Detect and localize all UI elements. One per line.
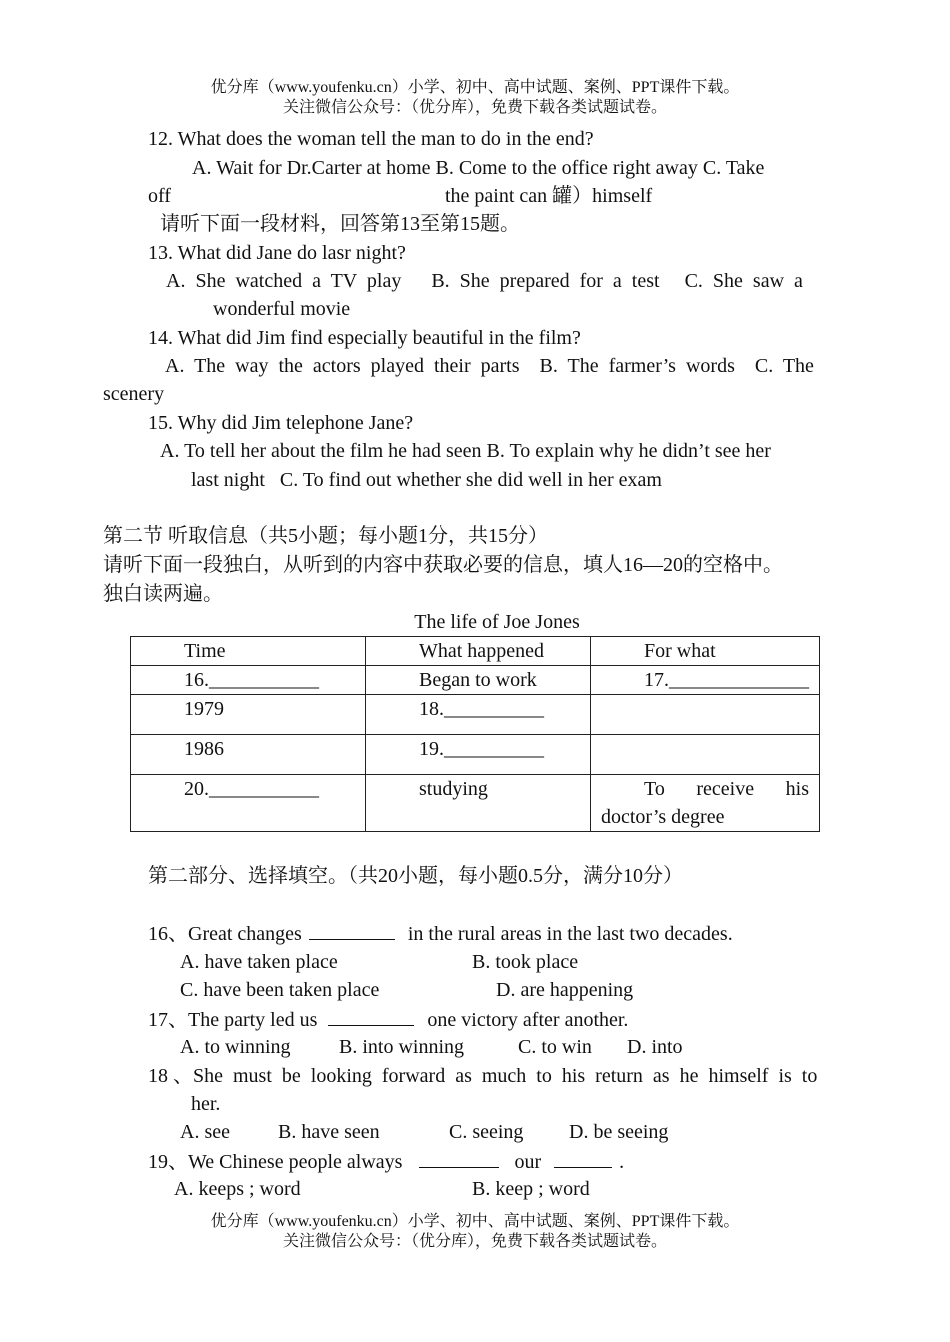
question-17-option-c: C. to win [518,1036,592,1058]
table-row [131,695,820,735]
question-16-option-d: D. are happening [496,979,634,1001]
question-16-stem [148,919,733,948]
question-15-options: A. To tell her about the film he had seen B. To explain why he didn’t see her [160,440,771,462]
question-19-option-a: A. keeps ; word [174,1178,301,1200]
table-cell [591,735,820,775]
answer-blank [554,1147,612,1168]
table-cell: 20.___________ [131,775,366,832]
answer-blank [309,919,395,940]
table-cell: Began to work [366,666,591,695]
table-cell: 19.__________ [366,735,591,775]
question-16-option-c: C. have been taken place [180,979,380,1001]
question-14-stem: 14. What did Jim find especially beautiful in the film? [148,327,581,349]
question-13-options-cont: wonderful movie [213,298,351,320]
table-cell-text: To receive his doctor’s degree [601,778,809,828]
table-header-row [131,637,820,666]
answer-blank [419,1147,499,1168]
question-13-options: A. She watched a TV play B. She prepared for a test C. She saw a [166,270,803,292]
table-cell: 16.___________ [131,666,366,695]
question-15-options-cont: last night C. To find out whether she did well in her exam [191,469,662,491]
table-cell: 18.__________ [366,695,591,735]
question-17-stem-start: 17、The party led us [148,1009,318,1031]
table-cell: studying [366,775,591,832]
instruction-13-15: 请听下面一段材料，回答第13至第15题。 [160,213,520,235]
table-cell: 1986 [131,735,366,775]
table-row [131,666,820,695]
page-header-line-1: 优分库（www.youfenku.cn）小学、初中、高中试题、案例、PPT课件下载。 [210,79,740,96]
page-header-line-2: 关注微信公众号：（优分库），免费下载各类试题试卷。 [282,99,667,116]
section-2-title: 第二节 听取信息（共5小题；每小题1分，共15分） [103,525,548,547]
section-2-instruction: 请听下面一段独白，从听到的内容中获取必要的信息，填人16—20的空格中。 [103,554,783,576]
question-18-option-d: D. be seeing [569,1121,669,1143]
table-cell: 17.______________ [591,666,820,695]
question-12-options-cont-a: off [148,185,171,207]
table-header-for-what: For what [591,637,820,666]
table-cell [591,695,820,735]
page-footer-line-1: 优分库（www.youfenku.cn）小学、初中、高中试题、案例、PPT课件下载。 [210,1213,740,1230]
info-table [130,636,820,832]
question-17-stem-end: one victory after another. [427,1009,629,1031]
question-18-option-c: C. seeing [449,1121,524,1143]
question-13-stem: 13. What did Jane do lasr night? [148,242,406,264]
table-header-time: Time [131,637,366,666]
question-19-stem [148,1147,624,1176]
page-footer-line-2: 关注微信公众号：（优分库），免费下载各类试题试卷。 [282,1233,667,1250]
question-12-stem: 12. What does the woman tell the man to do in the end? [148,128,594,150]
question-19-stem-end: . [619,1151,625,1173]
part-2-title: 第二部分、选择填空。（共20小题，每小题0.5分，满分10分） [148,865,683,887]
question-18-option-a: A. see [180,1121,230,1143]
question-17-option-d: D. into [627,1036,683,1058]
question-16-option-a: A. have taken place [180,951,338,973]
table-header-what-happened: What happened [366,637,591,666]
question-16-stem-end: in the rural areas in the last two decades. [407,923,733,945]
question-18-stem-cont: her. [191,1093,221,1115]
question-17-stem [148,1005,628,1034]
section-2-instruction-cont: 独白读两遍。 [103,583,223,605]
question-17-option-b: B. into winning [339,1036,465,1058]
table-cell [591,775,820,832]
table-row [131,775,820,832]
question-12-options: A. Wait for Dr.Carter at home B. Come to the office right away C. Take [192,157,765,179]
table-cell: 1979 [131,695,366,735]
question-14-options-cont: scenery [103,383,165,405]
table-row [131,735,820,775]
question-14-options: A. The way the actors played their parts B. The farmer’s words C. The [165,355,814,377]
question-19-stem-start: 19、We Chinese people always [148,1151,403,1173]
question-18-stem: 18 、She must be looking forward as much to his return as he himself is to [148,1065,818,1087]
table-title: The life of Joe Jones [414,611,580,633]
question-15-stem: 15. Why did Jim telephone Jane? [148,412,414,434]
question-19-stem-middle: our [514,1151,542,1173]
question-16-option-b: B. took place [472,951,579,973]
question-19-option-b: B. keep ; word [472,1178,590,1200]
answer-blank [328,1005,414,1026]
question-17-option-a: A. to winning [180,1036,291,1058]
question-16-stem-start: 16、Great changes [148,923,302,945]
question-12-options-cont-b: the paint can 罐）himself [445,185,653,207]
question-18-option-b: B. have seen [278,1121,380,1143]
